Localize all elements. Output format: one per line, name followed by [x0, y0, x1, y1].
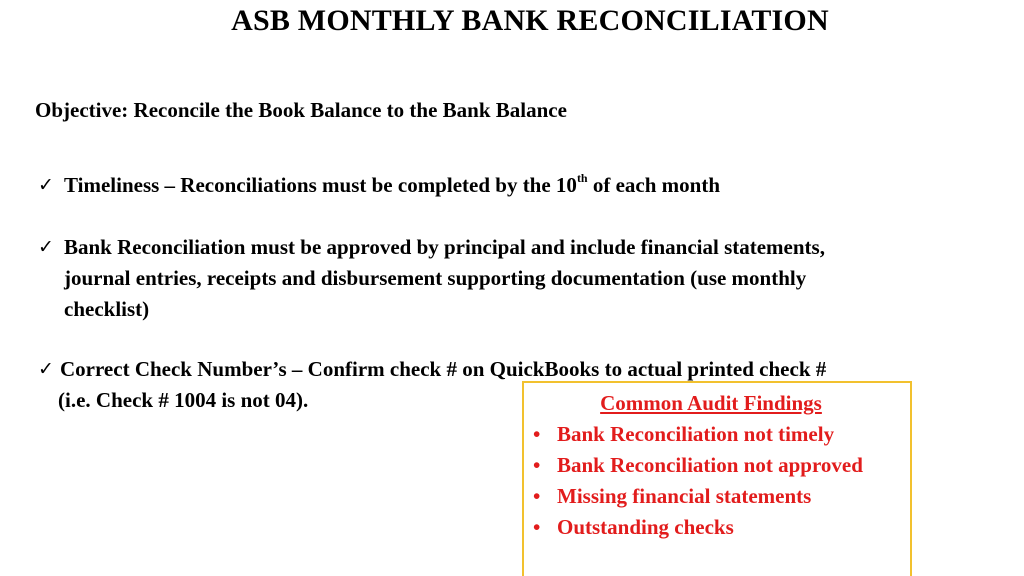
bullet-line: Correct Check Number’s – Confirm check # on QuickBooks to actual printed check #: [60, 357, 827, 381]
finding-text: Outstanding checks: [557, 515, 734, 539]
checkmark-icon: ✓: [38, 358, 54, 380]
ordinal-suffix: th: [576, 171, 588, 185]
bullet-line: Bank Reconciliation must be approved by principal and include financial statements,: [64, 235, 825, 259]
finding-text: Bank Reconciliation not timely: [557, 422, 835, 446]
bullet-dot-icon: •: [533, 422, 541, 446]
bullet-line: (i.e. Check # 1004 is not 04).: [58, 388, 309, 412]
bullet-text: [64, 170, 720, 201]
audit-findings-list: [524, 419, 910, 543]
bullet-timeliness: [38, 170, 720, 201]
finding-text: Bank Reconciliation not approved: [557, 453, 863, 477]
bullet-line: journal entries, receipts and disbursement supporting documentation (use monthly: [64, 266, 807, 290]
bullet-approval: [38, 232, 825, 325]
checkmark-icon: ✓: [38, 236, 54, 258]
bullet-dot-icon: •: [533, 484, 541, 508]
bullet-dot-icon: •: [533, 515, 541, 539]
list-item: [524, 481, 910, 512]
bullet-text-part: Timeliness – Reconciliations must be completed by the 10: [64, 173, 577, 197]
slide-title: ASB MONTHLY BANK RECONCILIATION: [231, 4, 829, 37]
objective-text: Objective: Reconcile the Book Balance to the Bank Balance: [35, 98, 567, 122]
checkmark-icon: ✓: [38, 174, 54, 196]
bullet-text-part: of each month: [587, 173, 721, 197]
finding-text: Missing financial statements: [557, 484, 812, 508]
bullet-line: checklist): [64, 297, 150, 321]
list-item: [524, 419, 910, 450]
audit-findings-heading: Common Audit Findings: [600, 391, 822, 415]
audit-findings-box: [522, 381, 912, 576]
bullet-dot-icon: •: [533, 453, 541, 477]
list-item: [524, 450, 910, 481]
list-item: [524, 512, 910, 543]
